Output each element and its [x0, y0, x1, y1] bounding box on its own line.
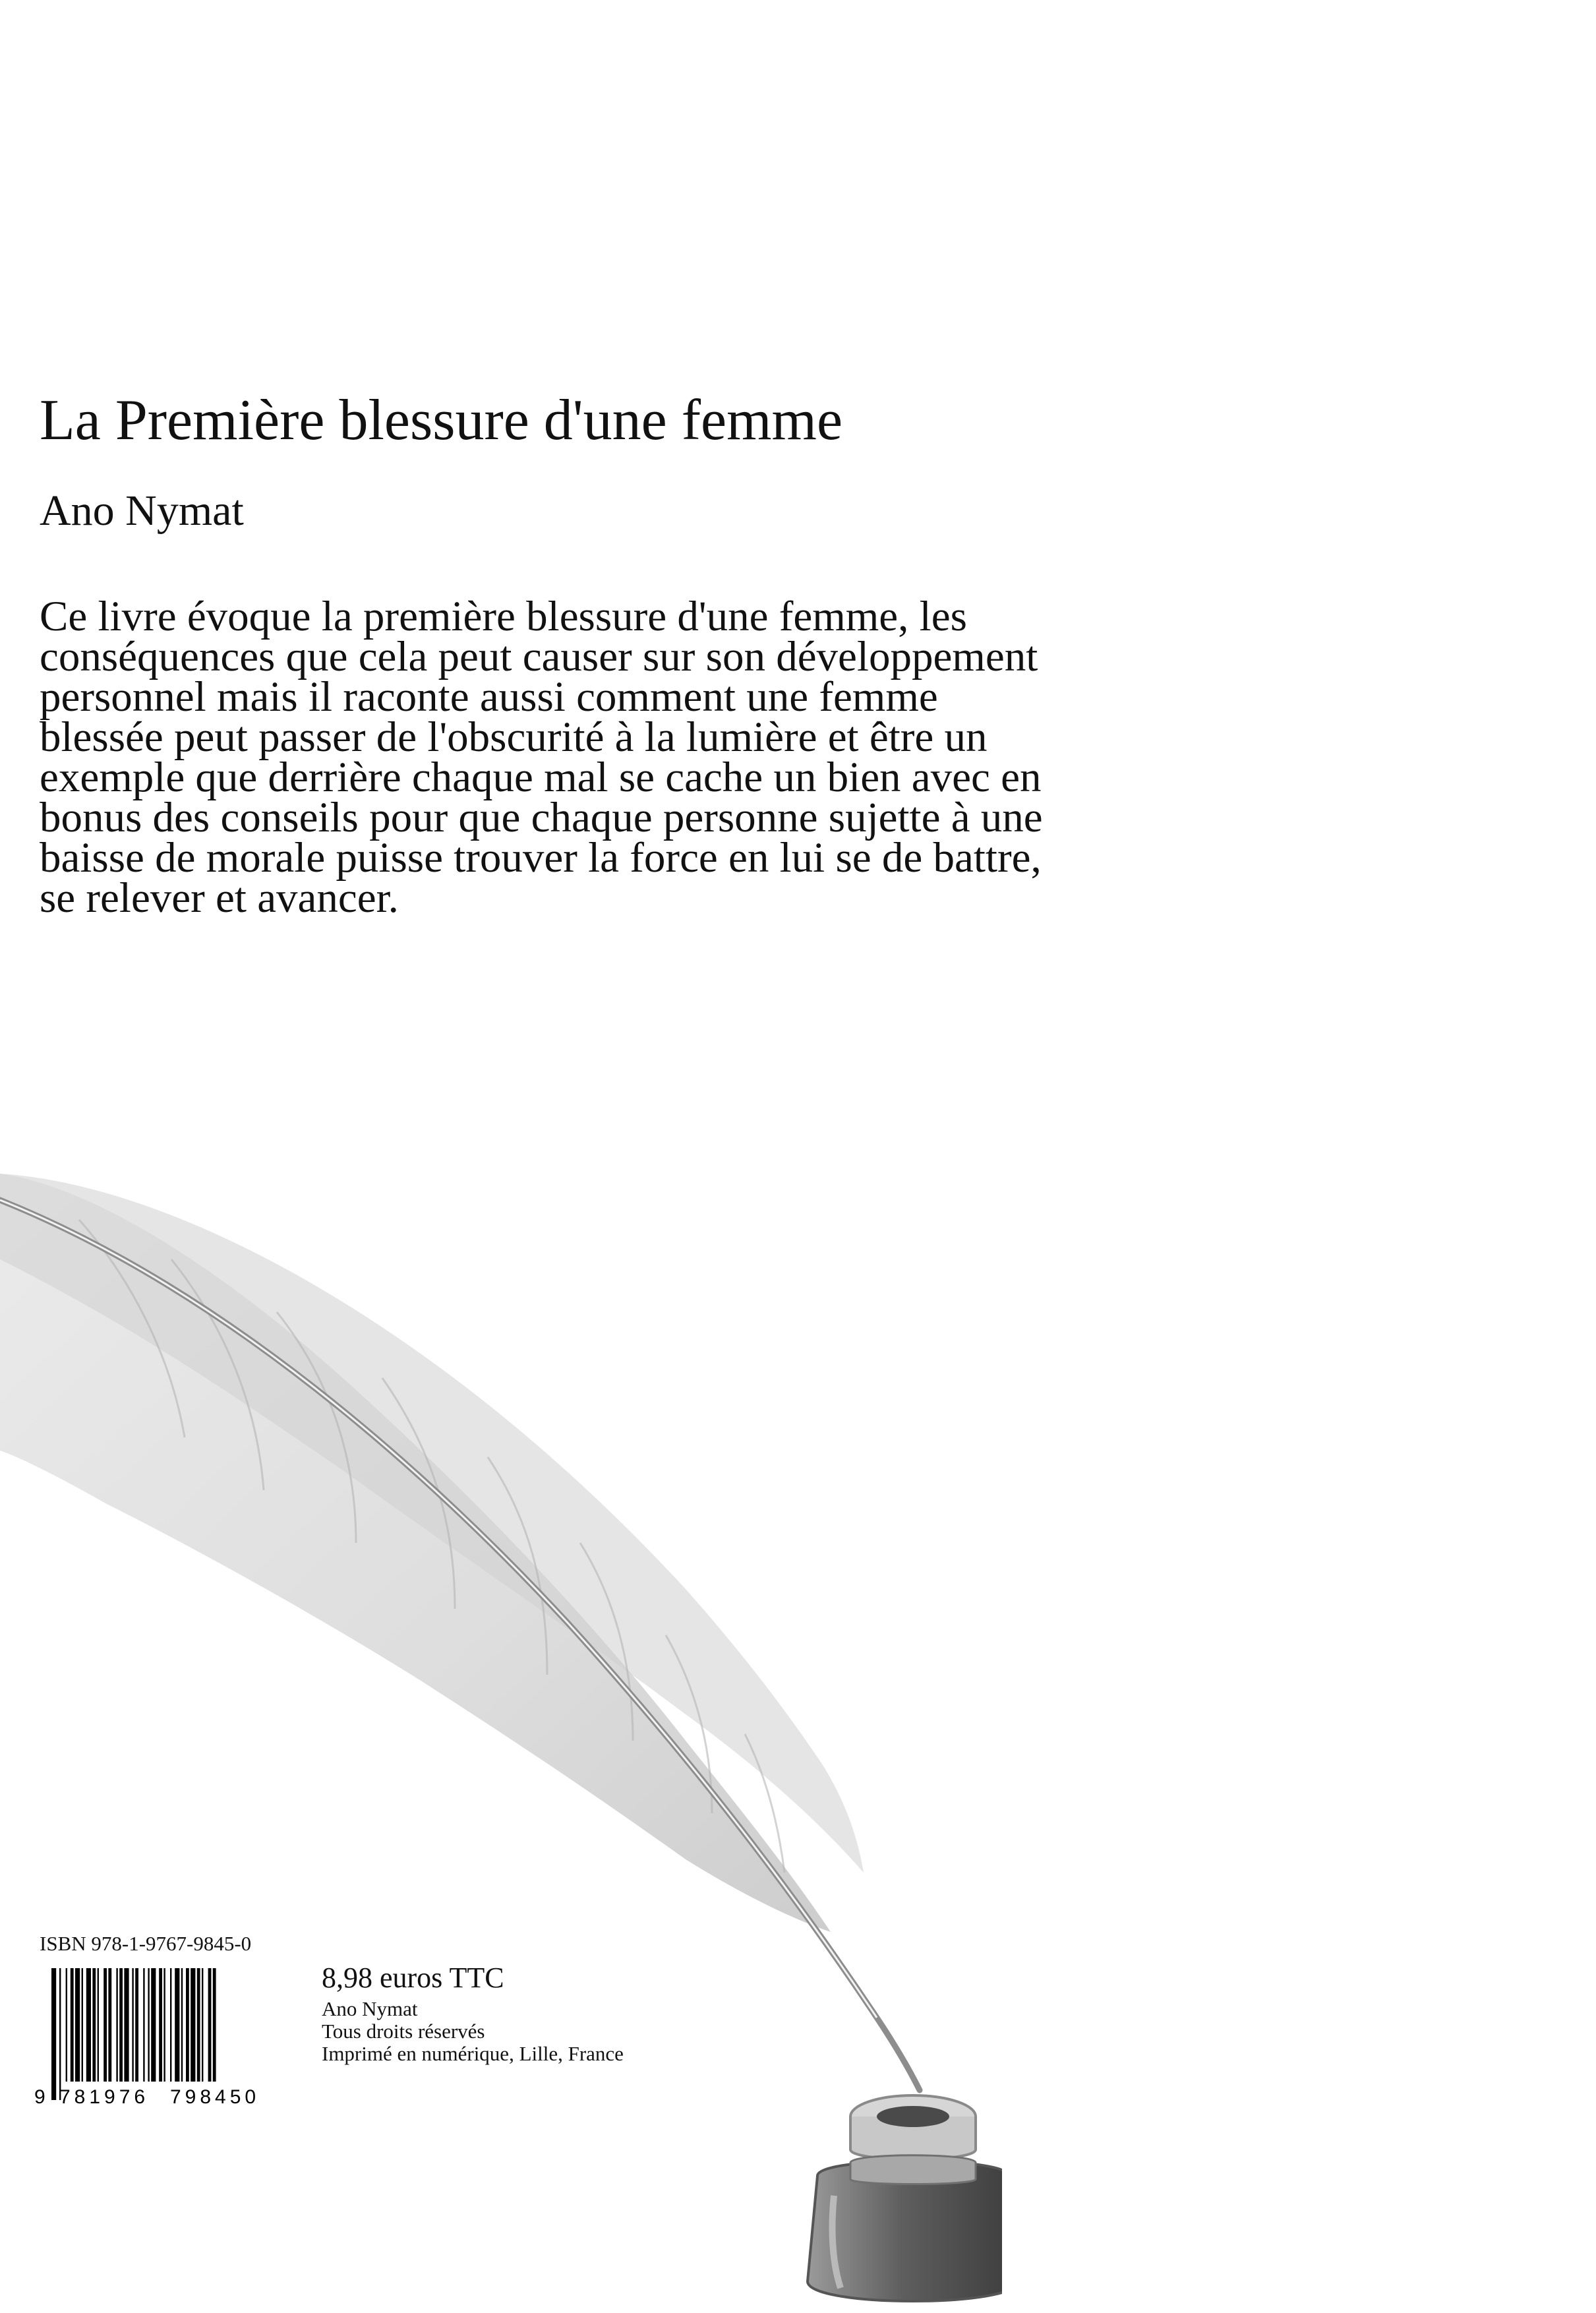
imprint-rights: Tous droits réservés — [322, 2020, 485, 2043]
barcode-bar — [124, 1968, 129, 2082]
barcode-bar — [98, 1968, 99, 2082]
barcode-bar — [75, 1968, 80, 2082]
barcode-bar — [181, 1968, 183, 2082]
isbn-label: ISBN 978-1-9767-9845-0 — [40, 1932, 252, 1955]
book-author: Ano Nymat — [40, 487, 244, 535]
blurb-line: exemple que derrière chaque mal se cache un bien avec en — [40, 754, 1042, 801]
barcode-bar — [163, 1968, 165, 2082]
barcode-bar — [186, 1968, 189, 2082]
blurb-line: blessée peut passer de l'obscurité à la lumière et être un — [40, 713, 988, 761]
price: 8,98 euros TTC — [322, 1962, 504, 1994]
barcode-digit-prefix: 9 — [34, 2086, 45, 2107]
barcode-bar — [197, 1968, 200, 2082]
imprint-block — [322, 1998, 624, 2065]
barcode-bar — [143, 1968, 144, 2082]
barcode-bar — [170, 1968, 171, 2082]
blurb-line: baisse de morale puisse trouver la force en lui se de battre, — [40, 834, 1042, 882]
blurb-line: conséquences que cela peut causer sur son développement — [40, 633, 1038, 680]
imprint-printed: Imprimé en numérique, Lille, France — [322, 2042, 624, 2065]
barcode-digits-left: 781976 — [59, 2086, 150, 2107]
blurb-paragraph — [40, 593, 1279, 922]
barcode-bar — [103, 1968, 107, 2082]
barcode-bar — [191, 1968, 195, 2082]
barcode-bar — [148, 1968, 149, 2082]
blurb-line: se relever et avancer. — [40, 874, 399, 922]
barcode-bar — [92, 1968, 96, 2082]
blurb-line: bonus des conseils pour que chaque personne sujette à une — [40, 794, 1043, 841]
barcode-bar — [71, 1968, 74, 2082]
isbn-barcode — [33, 1968, 293, 2107]
barcode-bar — [108, 1968, 111, 2082]
barcode-bar — [151, 1968, 156, 2082]
quill-and-inkwell-icon — [0, 1160, 1002, 2313]
barcode-bar — [135, 1968, 138, 2082]
barcode-bar — [51, 1968, 56, 2100]
barcode-bar — [202, 1968, 203, 2082]
barcode-bar — [119, 1968, 123, 2082]
barcode-bar — [132, 1968, 133, 2082]
barcode-bar — [82, 1968, 83, 2082]
barcode-bar — [208, 1968, 212, 2082]
barcode-bar — [116, 1968, 117, 2082]
imprint-author: Ano Nymat — [322, 1997, 418, 2020]
barcode-bar — [175, 1968, 179, 2082]
barcode-bar — [159, 1968, 162, 2082]
barcode-bar — [213, 1968, 216, 2082]
barcode-digits-right: 798450 — [170, 2086, 260, 2107]
barcode-bar — [86, 1968, 91, 2082]
barcode-bar — [66, 1968, 67, 2082]
blurb-line: Ce livre évoque la première blessure d'une femme, les — [40, 593, 967, 640]
barcode-bar — [59, 1968, 61, 2100]
blurb-line: personnel mais il raconte aussi comment une femme — [40, 673, 938, 721]
book-title: La Première blessure d'une femme — [40, 388, 843, 452]
